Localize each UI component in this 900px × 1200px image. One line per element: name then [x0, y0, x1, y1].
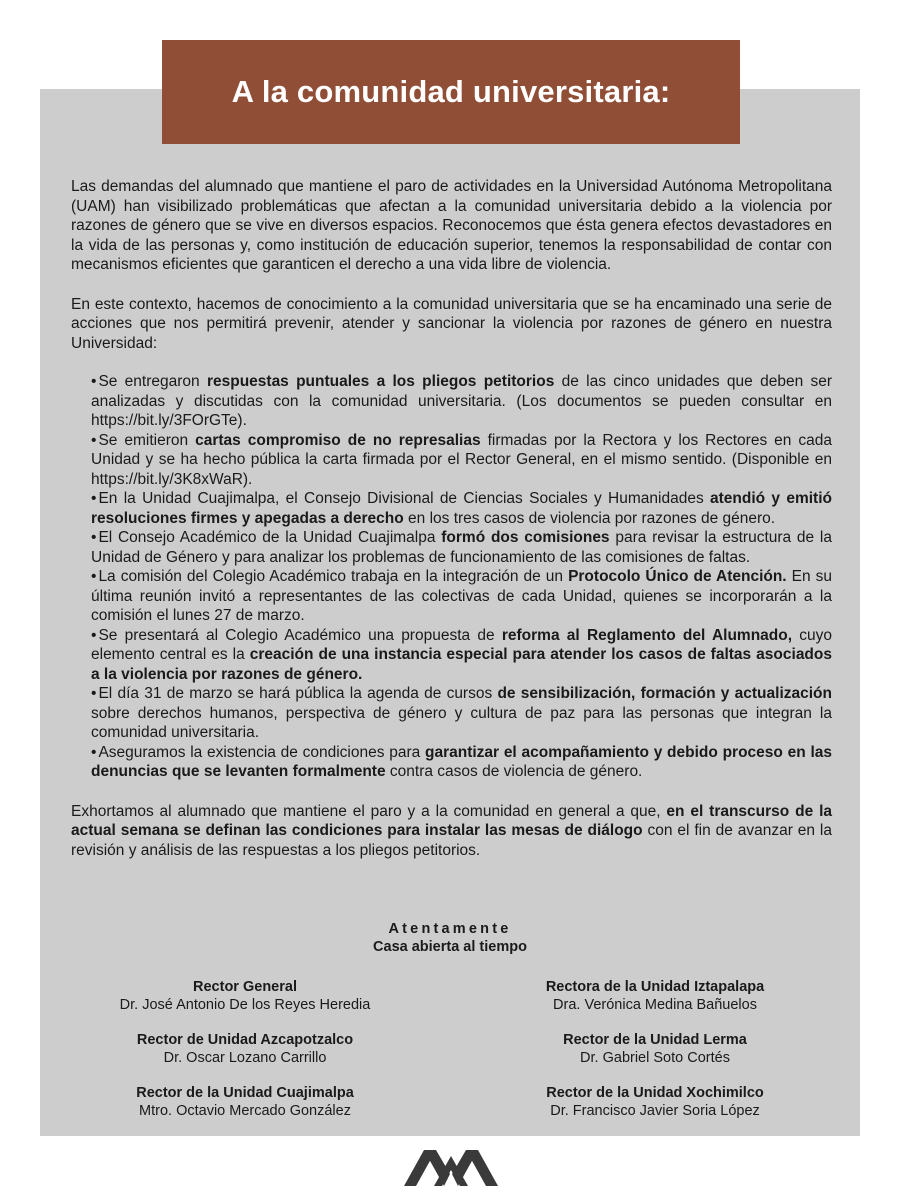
list-item: • Se emitieron cartas compromiso de no represalias firmadas por la Rectora y los Rectores en cada Unidad y se ha hecho pública la carta firmada por el Rector General, en el mismo sentido. (Disponible en https://bit.ly/3K8xWaR). [91, 431, 833, 488]
list-item: • La comisión del Colegio Académico trabaja en la integración de un Protocolo Único de Atención. En su última reunión invitó a representantes de las colectivas de cada Unidad, quienes se incorporarán a la comisión el lunes 27 de marzo. [91, 568, 832, 624]
intro-paragraph: Las demandas del alumnado que mantiene el paro de actividades en la Universidad Autónoma Metropolitana (UAM) han visibilizado problemáticas que afectan a la comunidad universitaria debido a la violencia por razones de género que se vive en diversos espacios. Reconocemos que ésta genera efectos devastadores en la vida de las personas y, como institución de educación superior, tenemos la responsabilidad de contar con mecanismos eficientes que garanticen el derecho a una vida libre de violencia. [71, 178, 832, 273]
list-item: • Se presentará al Colegio Académico una propuesta de reforma al Reglamento del Alumnado, cuyo elemento central es la creación de una instancia especial para atender los casos de faltas asociados a la violencia por razones de género. [91, 626, 833, 683]
closing-block [40, 920, 860, 956]
context-paragraph: En este contexto, hacemos de conocimiento a la comunidad universitaria que se ha encaminado una serie de acciones que nos permitirá prevenir, atender y sancionar la violencia por razones de género en nuestra Universidad: [71, 295, 832, 352]
signatory: Rector de la Unidad Lerma Dr. Gabriel Soto Cortés [563, 1032, 747, 1066]
list-item: • En la Unidad Cuajimalpa, el Consejo Divisional de Ciencias Sociales y Humanidades atendió y emitió resoluciones firmes y apegadas a derecho en los tres casos de violencia por razones de género. [91, 490, 832, 527]
signatory: Rector de la Unidad Cuajimalpa Mtro. Octavio Mercado González [136, 1085, 354, 1119]
closing-salutation: Atentamente [388, 921, 512, 937]
signatory: Rector General Dr. José Antonio De los Reyes Heredia [119, 979, 371, 1013]
list-item: • Aseguramos la existencia de condiciones para garantizar el acompañamiento y debido proceso en las denuncias que se levanten formalmente contra casos de violencia de género. [91, 743, 832, 780]
uam-logo-icon [404, 1148, 498, 1186]
exhort-paragraph: Exhortamos al alumnado que mantiene el paro y a la comunidad en general a que, en el transcurso de la actual semana se definan las condiciones para instalar las mesas de diálogo con el fin de avanzar en la revisión y análisis de las respuestas a los pliegos petitorios. [71, 802, 832, 859]
list-item: • El día 31 de marzo se hará pública la agenda de cursos de sensibilización, formación y actualización sobre derechos humanos, perspectiva de género y cultura de paz para las personas que integran la comunidad universitaria. [91, 685, 832, 741]
signatories [40, 978, 860, 1120]
header-banner [162, 40, 740, 144]
list-item: • El Consejo Académico de la Unidad Cuajimalpa formó dos comisiones para revisar la estructura de la Unidad de Género y para analizar los problemas de funcionamiento de las comisiones de faltas. [91, 529, 832, 566]
signatory: Rector de la Unidad Xochimilco Dr. Francisco Javier Soria López [546, 1085, 764, 1119]
actions-list [71, 372, 832, 782]
signatory: Rector de Unidad Azcapotzalco Dr. Oscar Lozano Carrillo [136, 1032, 354, 1066]
letter-body [71, 177, 832, 860]
list-item: • Se entregaron respuestas puntuales a los pliegos petitorios de las cinco unidades que deben ser analizadas y discutidas con la comunidad universitaria. (Los documentos se pueden consultar en https://bit.ly/3FOrGTe). [91, 373, 833, 429]
closing-motto: Casa abierta al tiempo [373, 939, 527, 955]
page-title: A la comunidad universitaria: [231, 74, 671, 109]
signatory: Rectora de la Unidad Iztapalapa Dra. Verónica Medina Bañuelos [545, 979, 765, 1013]
